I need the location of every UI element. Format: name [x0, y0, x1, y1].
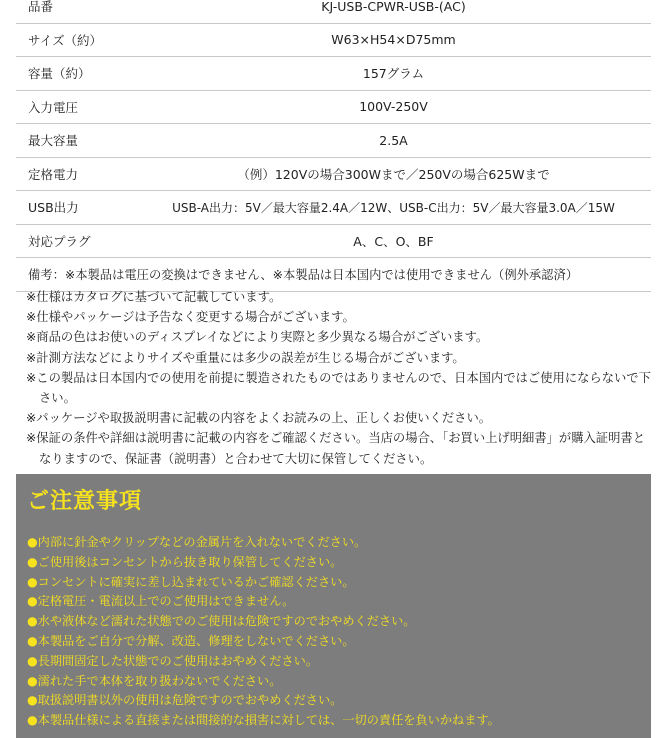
note-item: ※計測方法などによりサイズや重量には多少の誤差が生じる場合がございます。	[26, 350, 465, 365]
caution-item: ●本製品をご自分で分解、改造、修理をしないでください。	[27, 633, 355, 648]
spec-label: 最大容量	[28, 133, 79, 149]
spec-value: （例）120Vの場合300Wまで／250Vの場合625Wまで	[237, 166, 550, 182]
spec-value: 157グラム	[362, 66, 425, 82]
caution-item: ●ご使用後はコンセントから抜き取り保管してください。	[27, 554, 343, 569]
spec-value: KJ-USB-CPWR-USB-(AC)	[321, 0, 466, 14]
caution-item: ●本製品仕様による直接または間接的な損害に対しては、一切の責任を負いかねます。	[27, 713, 500, 728]
spec-row-size	[16, 24, 651, 58]
caution-box	[16, 474, 651, 738]
spec-label: 定格電力	[28, 166, 79, 182]
spec-row-plug	[16, 225, 651, 259]
spec-value: USB-A出力：5V／最大容量2.4A／12W、USB-C出力：5V／最大容量3.0A／15W	[172, 200, 615, 215]
spec-label: 容量（約）	[28, 66, 91, 82]
caution-item: ●水や液体など濡れた状態でのご使用は危険ですのでおやめください。	[27, 614, 416, 629]
spec-label: 入力電圧	[28, 99, 79, 115]
spec-value: 2.5A	[379, 132, 408, 148]
spec-row-model	[16, 0, 651, 24]
caution-item: ●内部に針金やクリップなどの金属片を入れないでください。	[27, 535, 367, 549]
note-item: ※商品の色はお使いのディスプレイなどにより実際と多少異なる場合がございます。	[26, 330, 489, 345]
spec-row-usb-output	[16, 191, 651, 225]
caution-item: ●定格電圧・電流以上でのご使用はできません。	[27, 594, 295, 609]
spec-value: W63×H54×D75mm	[331, 32, 456, 48]
spec-table	[16, 0, 651, 292]
spec-label: 対応プラグ	[28, 233, 91, 249]
note-item: ※保証の条件や詳細は説明書に記載の内容をご確認ください。当店の場合、「お買い上げ明細書」が購入証明書となりますので、保証書（説明書）と合わせて大切に保管してください。	[26, 431, 645, 466]
note-item: ※パッケージや取扱説明書に記載の内容をよくお読みの上、正しくお使いください。	[26, 411, 492, 426]
spec-label: 品番	[28, 0, 54, 15]
caution-title: ご注意事項	[27, 489, 143, 514]
spec-row-weight	[16, 57, 651, 91]
remarks-text: 備考：※本製品は電圧の変換はできません、※本製品は日本国内では使用できません（例外承認済）	[28, 268, 579, 283]
caution-item: ●濡れた手で本体を取り扱わないでください。	[27, 673, 282, 688]
note-item: ※この製品は日本国内での使用を前提に製造されたものではありませんので、日本国内ではご使用にならないで下さい。	[26, 370, 651, 406]
spec-value: A、C、O、BF	[353, 233, 434, 249]
spec-row-input-voltage	[16, 91, 651, 125]
caution-item: ●長期間固定した状態でのご使用はおやめください。	[27, 653, 318, 668]
spec-value: 100V-250V	[359, 99, 428, 115]
spec-row-max-capacity	[16, 124, 651, 158]
spec-label: サイズ（約）	[28, 32, 103, 48]
note-item: ※仕様やパッケージは予告なく変更する場合がございます。	[26, 310, 355, 325]
spec-row-rated-power	[16, 158, 651, 192]
note-item: ※仕様はカタログに基づいて記載しています。	[26, 290, 282, 304]
notes-list	[26, 287, 656, 469]
caution-item: ●コンセントに確実に差し込まれているかご確認ください。	[27, 574, 355, 589]
spec-label: USB出力	[28, 200, 79, 216]
caution-item: ●取扱説明書以外の使用は危険ですのでおやめください。	[27, 693, 343, 708]
